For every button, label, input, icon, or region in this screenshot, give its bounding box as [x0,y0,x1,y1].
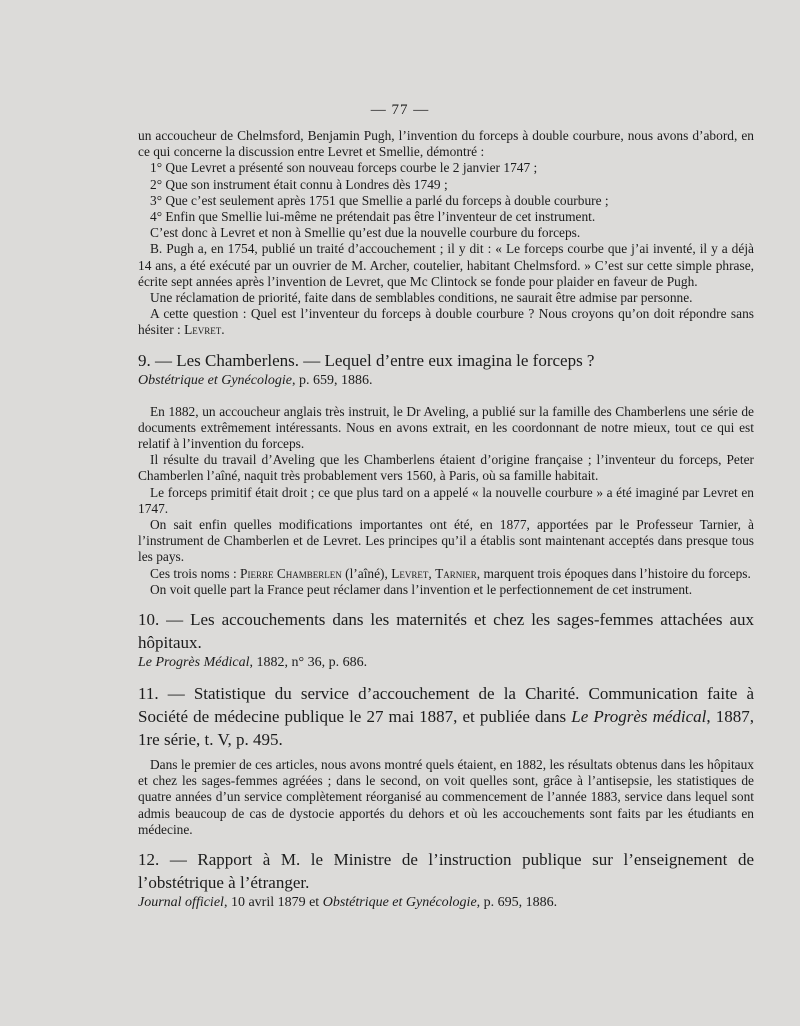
citation: , 1882, n° 36, p. 686. [249,655,368,671]
journal-title: Journal officiel [138,895,224,911]
section-title-9: 9. — Les Chamberlens. — Lequel d’entre eux imagina le forceps ? [138,350,595,370]
section-source-12 [138,894,754,912]
list-item: 3° Que c’est seulement après 1751 que Smellie a parlé du forceps à double courbure ; [150,192,609,208]
paragraph: un accoucheur de Chelmsford, Benjamin Pugh, l’invention du forceps à double courbure, nous avons d’abord, en ce qui concerne la discussion entre Levret et Smellie, démontré : [138,128,754,160]
author-name: Levret [391,565,429,581]
text: 11. — Statistique du service d’accouchement de la Charité. Communication faite à Société de médecine publique le 27 mai 1887, et publiée dans [138,684,754,727]
paragraph: Il résulte du travail d’Aveling que les Chamberlens étaient d’origine française ; l’inventeur du forceps, Peter Chamberlen l’aîné, naquit très probablement vers 1560, à Paris, où sa famille habitait. [138,452,754,484]
section-title-10: 10. — Les accouchements dans les maternités et chez les sages-femmes attachées aux hôpitaux. [138,610,754,653]
paragraph: Le forceps primitif était droit ; ce que plus tard on a appelé « la nouvelle courbure » a été imaginé par Levret en 1747. [138,484,754,516]
journal-title: Obstétrique et Gynécologie [322,895,477,911]
page-content [138,128,754,912]
list-item: 2° Que son instrument était connu à Londres dès 1749 ; [150,176,448,192]
section-source-9 [138,372,754,390]
paragraph: C’est donc à Levret et non à Smellie qu’est due la nouvelle courbure du forceps. [150,225,581,241]
page-number: — 77 — [370,102,430,118]
text: , [428,565,436,581]
paragraph: On voit quelle part la France peut réclamer dans l’invention et le perfectionnement de cet instrument. [150,581,693,597]
paragraph [138,306,754,338]
paragraph: On sait enfin quelles modifications importantes ont été, en 1877, apportées par le Professeur Tarnier, à l’instrument de Chamberlen et de Levret. Les principes qu’il a établis sont maintenant acceptés dans presque tous les pays. [138,517,754,565]
list-item: 1° Que Levret a présenté son nouveau forceps courbe le 2 janvier 1747 ; [150,160,538,176]
list-item: 4° Enfin que Smellie lui-même ne prétendait pas être l’inventeur de cet instrument. [150,209,596,225]
section-title-12: 12. — Rapport à M. le Ministre de l’instruction publique sur l’enseignement de l’obstétrique à l’étranger. [138,850,754,893]
text: A cette question : Quel est l’inventeur du forceps à double courbure ? Nous croyons qu’on doit répondre sans hésiter : [138,306,754,338]
citation: , p. 695, 1886. [476,895,558,911]
author-name: Levret. [184,322,225,338]
paragraph [138,566,754,582]
paragraph: En 1882, un accoucheur anglais très instruit, le Dr Aveling, a publié sur la famille des Chamberlens une série de documents extrêmement intéressants. Nous en avons extrait, en les coordonnant de notre mieux, tout ce qui est relatif à l’invention du forceps. [138,403,754,452]
paragraph: Une réclamation de priorité, faite dans de semblables conditions, ne saurait être admise par personne. [150,290,693,306]
journal-title: Le Progrès médical [571,707,707,727]
author-name: Pierre Chamberlen [240,565,342,581]
citation: , 1887, 1re série, t. V, p. 495. [138,707,755,750]
section-source-10 [138,654,754,672]
text: Ces trois noms : [150,565,241,581]
journal-title: Le Progrès Médical [138,655,250,671]
section-title-11 [138,682,754,751]
citation: , p. 659, 1886. [291,372,373,388]
paragraph: Dans le premier de ces articles, nous avons montré quels étaient, en 1882, les résultats obtenus dans les hôpitaux et chez les sages-femmes agréées ; dans le second, on voit quelles sont, grâce à l’antisepsie, les statistiques de quatre années d’un service complètement réorganisé au commencement de l’année 1883, service dans lequel sont admis beaucoup de cas de dystocie apportés du dehors et où les accouchements sont faits par les étudiants en médecine. [138,757,754,837]
paragraph: B. Pugh a, en 1754, publié un traité d’accouchement ; il y dit : « Le forceps courbe que j’ai inventé, il y a déjà 14 ans, a été exécuté par un ouvrier de M. Archer, coutelier, habitant Chelmsford. » C’est sur cette simple phrase, écrite sept années après l’invention de Levret, que Mc Clintock se fonde pour plaider en faveur de Pugh. [138,241,754,289]
author-name: Tarnier [435,565,477,581]
text: , marquent trois époques dans l’histoire du forceps. [476,565,751,581]
text: (l’aîné), [341,565,392,581]
citation: , 10 avril 1879 et [223,895,323,911]
journal-title: Obstétrique et Gynécologie [138,372,292,388]
